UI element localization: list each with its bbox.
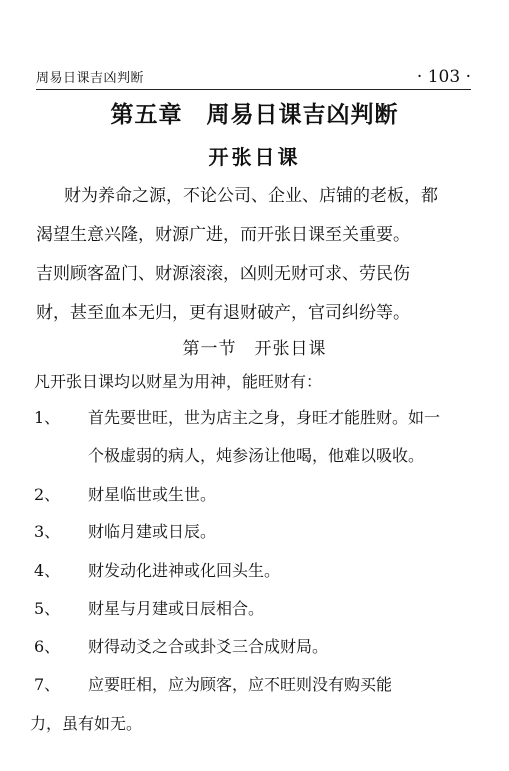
subsection-title: 第一节 开张日课	[182, 339, 327, 359]
chapter-title: 第五章 周易日课吉凶判断	[110, 101, 399, 128]
item-text: 财发动化进神或化回头生。	[88, 561, 281, 580]
item-number: 6、	[34, 637, 61, 656]
header-rule	[36, 89, 471, 90]
running-header	[36, 64, 471, 90]
item-number: 1、	[34, 408, 61, 427]
page-number: · 103 ·	[416, 67, 471, 87]
list-intro: 凡开张日课均以财星为用神，能旺财有：	[34, 372, 323, 391]
book-title: 周易日课吉凶判断	[36, 71, 145, 86]
item-text-continued: 力，虽有如无。	[30, 714, 143, 733]
paragraph-line: 吉则顾客盈门、财源滚滚，凶则无财可求、劳民伤	[36, 264, 410, 284]
item-number: 5、	[34, 599, 61, 618]
intro-paragraph	[36, 177, 481, 333]
item-text: 应要旺相，应为顾客，应不旺则没有购买能	[88, 675, 393, 694]
paragraph-line: 渴望生意兴隆，财源广进，而开张日课至关重要。	[36, 225, 410, 245]
item-number: 4、	[34, 561, 61, 580]
paragraph-line: 财，甚至血本无归，更有退财破产，官司纠纷等。	[36, 303, 410, 323]
item-text: 财得动爻之合或卦爻三合成财局。	[88, 637, 329, 656]
item-number: 2、	[34, 485, 61, 504]
section-title: 开张日课	[208, 145, 301, 169]
item-text: 财星与月建或日辰相合。	[88, 599, 265, 618]
item-text: 财临月建或日辰。	[88, 522, 217, 541]
item-text: 财星临世或生世。	[88, 485, 217, 504]
paragraph-line: 财为养命之源，不论公司、企业、店铺的老板，都	[64, 186, 438, 206]
item-number: 7、	[34, 675, 61, 694]
item-text: 首先要世旺，世为店主之身，身旺才能胜财。如一	[88, 408, 441, 427]
item-number: 3、	[34, 522, 61, 541]
item-text-continued: 个极虚弱的病人，炖参汤让他喝，他难以吸收。	[88, 446, 425, 465]
